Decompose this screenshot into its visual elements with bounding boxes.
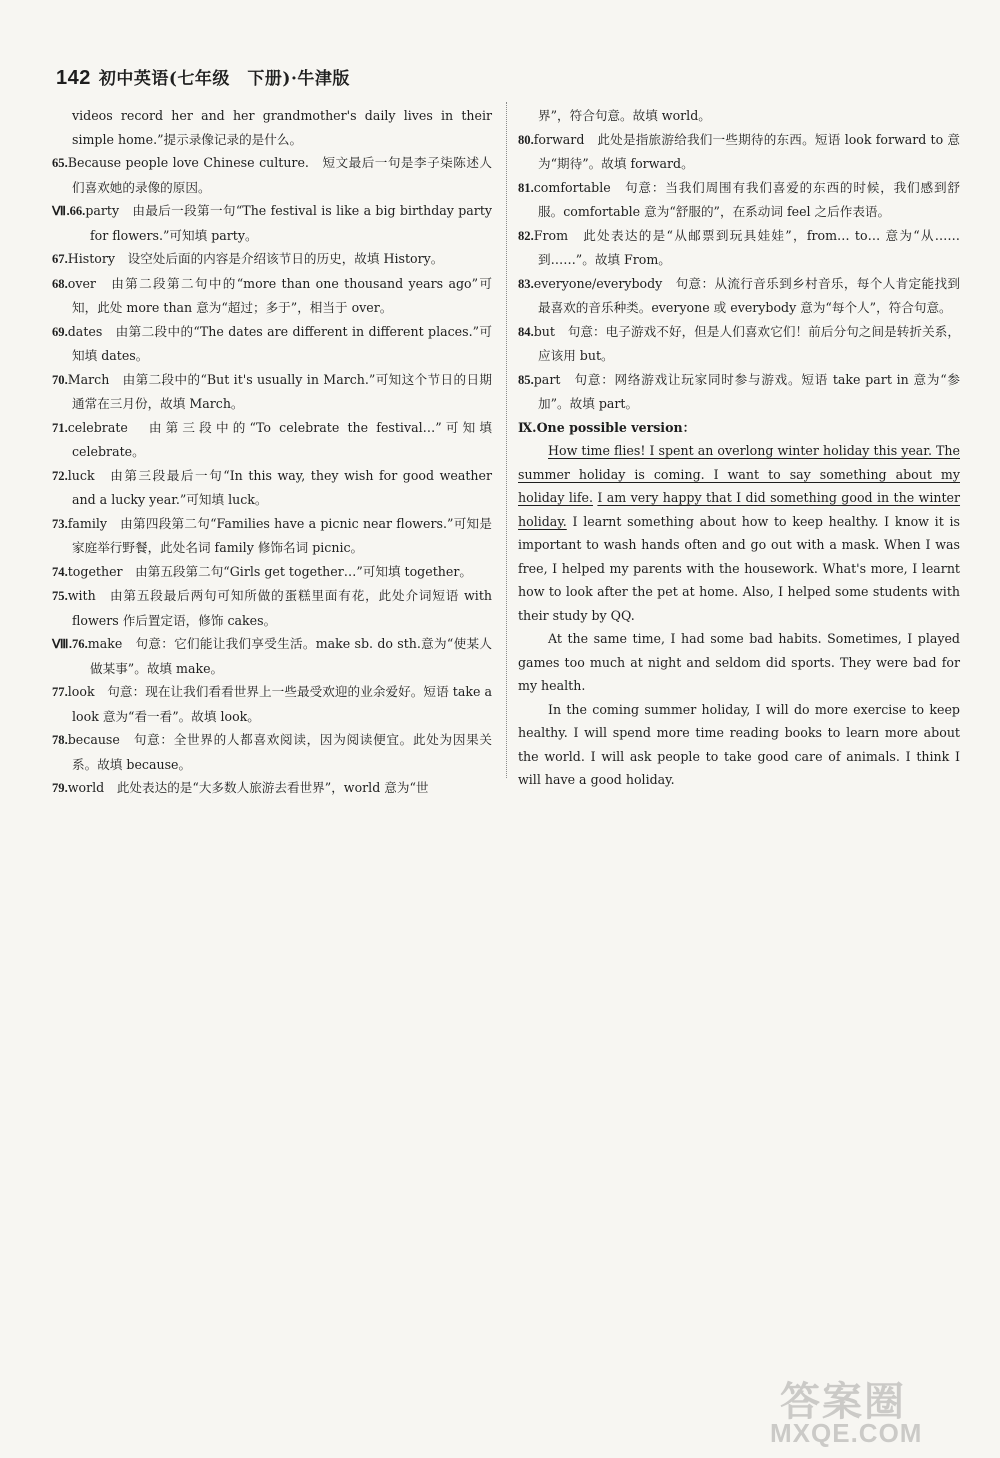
answer-number: 68. — [52, 276, 68, 291]
answer-text: comfortable 句意：当我们周围有我们喜爱的东西的时候，我们感到舒服。comfortable 意为“舒服的”，在系动词 feel 之后作表语。 — [533, 179, 960, 219]
answer-text: videos record her and her grandmother's daily lives in their simple home.”提示录像记录的是什么。 — [72, 108, 492, 147]
answer-number: Ⅷ.76. — [52, 637, 88, 651]
answer-item — [52, 320, 492, 368]
answer-number: Ⅶ.66. — [52, 204, 86, 218]
site-watermark — [770, 1370, 970, 1450]
answer-number: 78. — [52, 733, 68, 747]
answer-number: 81. — [518, 180, 534, 195]
answer-item — [52, 512, 492, 560]
answer-item — [52, 416, 492, 464]
answer-text: From 此处表达的是“从邮票到玩具娃娃”，from… to… 意为“从……到……”。故填 From。 — [533, 227, 960, 267]
answer-item — [518, 104, 960, 128]
answer-item — [52, 368, 492, 416]
answer-item — [52, 464, 492, 512]
essay-paragraph-2: At the same time, I had some bad habits. Sometimes, I played games too much at night and seldom did sports. They were bad for my health. — [518, 631, 960, 693]
answer-item — [52, 199, 492, 247]
book-title: 初中英语(七年级 下册)·牛津版 — [98, 69, 350, 89]
answer-number: 74. — [52, 564, 68, 579]
essay-p1-rest: I learnt something about how to keep healthy. I know it is important to wash hands often and go out with a mask. When I was free, I helped my parents with the housework. What's more, I learnt how to look after the pet at home. Also, I helped some students with their study by QQ. — [518, 513, 960, 623]
answer-text: Because people love Chinese culture. 短文最后一句是李子柒陈述人们喜欢她的录像的原因。 — [67, 155, 492, 195]
answer-text: everyone/everybody 句意：从流行音乐到乡村音乐，每个人肯定能找到最喜欢的音乐种类。everyone 或 everybody 意为“每个人”，符合句意。 — [533, 275, 960, 315]
essay-paragraph-1 — [518, 439, 960, 627]
answer-item — [52, 680, 492, 728]
answer-text: celebrate 由第三段中的“To celebrate the festival…”可知填 celebrate。 — [67, 419, 492, 459]
answer-text: 界”，符合句意。故填 world。 — [538, 108, 711, 123]
answer-text: with 由第五段最后两句可知所做的蛋糕里面有花，此处介词短语 with flowers 作后置定语，修饰 cakes。 — [67, 588, 492, 628]
answer-text: but 句意：电子游戏不好，但是人们喜欢它们！前后分句之间是转折关系，应该用 but。 — [533, 323, 960, 363]
answer-number: 69. — [52, 324, 68, 339]
essay-underlined-sentence-a: How time flies! I spent an overlong winter holiday this year. The summer holiday is coming. I want to say something about my holiday life. — [518, 443, 960, 505]
answer-item — [518, 176, 960, 224]
answer-number: 79. — [52, 781, 68, 795]
answer-number: 65. — [52, 156, 68, 170]
answer-item — [518, 224, 960, 272]
right-column — [518, 104, 960, 792]
answer-text: over 由第二段第二句中的“more than one thousand years ago”可知，此处 more than 意为“超过；多于”，相当于 over。 — [67, 275, 492, 315]
answer-number: 71. — [52, 420, 68, 435]
left-column — [52, 104, 492, 801]
column-divider — [506, 102, 507, 778]
writing-sample — [518, 416, 960, 792]
answer-text: part 句意：网络游戏让玩家同时参与游戏。短语 take part in 意为“参加”。故填 part。 — [533, 371, 960, 411]
answer-number: 80. — [518, 132, 534, 147]
answer-text: luck 由第三段最后一句“In this way, they wish for good weather and a lucky year.”可知填 luck。 — [67, 467, 492, 507]
essay-heading: Ⅸ.One possible version： — [518, 419, 696, 435]
answer-item — [52, 104, 492, 151]
answer-number: 83. — [518, 276, 534, 291]
answer-number: 82. — [518, 228, 534, 243]
answer-number: 70. — [52, 372, 68, 387]
answer-item — [518, 128, 960, 176]
answer-text: forward 此处是指旅游给我们一些期待的东西。短语 look forward to 意为“期待”。故填 forward。 — [533, 131, 960, 171]
answer-text: History 设空处后面的内容是介绍该节日的历史，故填 History。 — [67, 251, 444, 266]
answer-number: 73. — [52, 516, 68, 531]
answer-text: look 句意：现在让我们看看世界上一些最受欢迎的业余爱好。短语 take a look 意为“看一看”。故填 look。 — [67, 684, 492, 724]
answer-number: 84. — [518, 324, 534, 339]
essay-underlined-sentence-b: I am very happy that I did something good in the winter holiday. — [518, 490, 961, 529]
answer-number: 77. — [52, 685, 68, 699]
answer-text: make 句意：它们能让我们享受生活。make sb. do sth.意为“使某人做某事”。故填 make。 — [87, 636, 492, 676]
answer-text: together 由第五段第二句“Girls get together…”可知填 together。 — [67, 563, 472, 579]
answer-text: family 由第四段第二句“Families have a picnic near flowers.”可知是家庭举行野餐，此处名词 family 修饰名词 picnic。 — [67, 515, 492, 555]
answer-item — [52, 151, 492, 199]
page-header — [56, 64, 350, 90]
answer-number: 75. — [52, 589, 68, 603]
answer-number: 72. — [52, 468, 68, 483]
answer-item — [52, 584, 492, 632]
page-number: 142 — [56, 67, 91, 89]
watermark-logo-text: 答案圈 — [780, 1379, 906, 1425]
answer-text: world 此处表达的是“大多数人旅游去看世界”，world 意为“世 — [67, 780, 429, 795]
answer-item — [518, 368, 960, 416]
answer-text: because 句意：全世界的人都喜欢阅读，因为阅读便宜。此处为因果关系。故填 because。 — [67, 732, 492, 772]
answer-text: party 由最后一段第一句“The festival is like a big birthday party for flowers.”可知填 party。 — [85, 203, 493, 243]
answer-text: dates 由第二段中的“The dates are different in different places.”可知填 dates。 — [67, 323, 492, 363]
essay-paragraph-3: In the coming summer holiday, I will do more exercise to keep healthy. I will spend more time reading books to learn more about the world. I will ask people to take good care of animals. I think I will have a good holiday. — [518, 701, 960, 787]
answer-item — [518, 320, 960, 368]
answer-text: March 由第二段中的“But it's usually in March.”可知这个节日的日期通常在三月份，故填 March。 — [67, 371, 492, 411]
answer-number: 67. — [52, 252, 68, 266]
answer-item — [52, 272, 492, 320]
watermark-url: MXQE.COM — [770, 1418, 923, 1448]
answer-item — [518, 272, 960, 320]
answer-item — [52, 728, 492, 776]
answer-item — [52, 776, 492, 801]
answer-number: 85. — [518, 372, 534, 387]
answer-item — [52, 632, 492, 680]
answer-item — [52, 247, 492, 272]
answer-item — [52, 560, 492, 585]
